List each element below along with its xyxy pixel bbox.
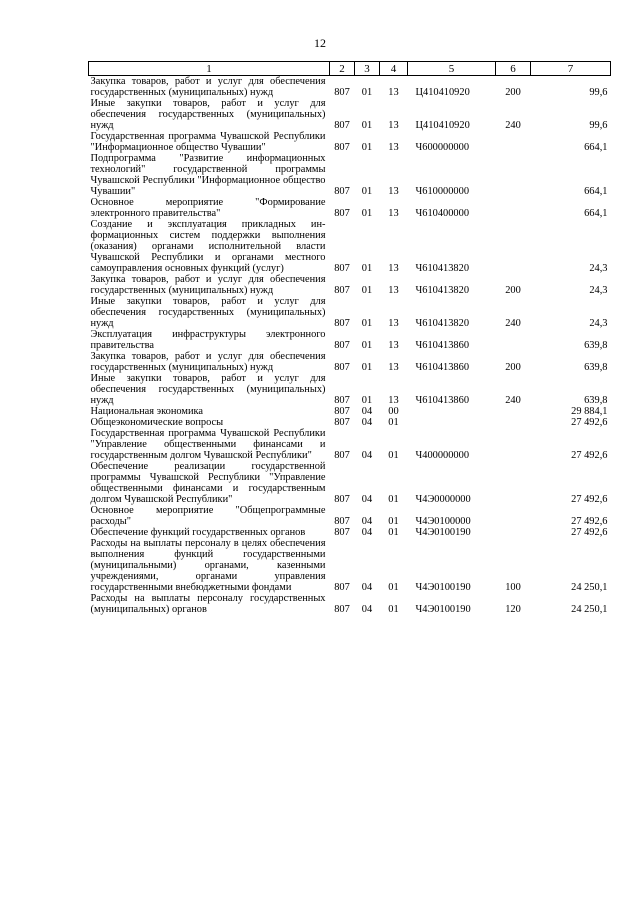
row-grbs: 807: [334, 340, 350, 351]
row-subsection: 13: [388, 318, 399, 329]
row-grbs: 807: [334, 516, 350, 527]
row-expense-type: 240: [505, 318, 521, 329]
column-header-target-article: 5: [408, 62, 496, 76]
row-amount: 639,8: [584, 395, 608, 406]
row-name: Основное мероприятие "Общепрограммные расходы": [90, 505, 326, 527]
row-target-article: Ч4Э0100190: [415, 582, 471, 593]
row-amount: 27 492,6: [571, 494, 608, 505]
row-expense-type: 200: [505, 362, 521, 373]
row-grbs: 807: [334, 582, 350, 593]
page-number: 12: [314, 36, 326, 50]
table-row: [89, 428, 611, 461]
row-grbs: 807: [334, 208, 350, 219]
row-name: Общеэкономические вопросы: [90, 417, 224, 428]
row-target-article: Ч610000000: [415, 186, 470, 197]
row-section: 04: [361, 450, 373, 461]
row-section: 01: [361, 142, 373, 153]
table-body: [89, 76, 611, 616]
column-header-subsection: 4: [380, 62, 408, 76]
row-grbs: 807: [334, 186, 350, 197]
table-row: [89, 461, 611, 505]
row-name: Закупка товаров, работ и услуг для обеспечения государственных (муниципальных) нужд: [90, 76, 326, 98]
row-expense-type: [496, 329, 531, 351]
table-row: [89, 527, 611, 538]
row-subsection: 01: [388, 417, 399, 428]
row-target-article: [408, 417, 496, 428]
row-expense-type: 240: [505, 120, 521, 131]
row-target-article: [408, 406, 496, 417]
row-subsection: 13: [388, 208, 399, 219]
row-name: Подпрограмма "Развитие информационных технологий" государственной программы Чувашской Республики "Информационное общество Чувашии": [90, 153, 326, 197]
table-row: [89, 131, 611, 153]
row-expense-type: [496, 527, 531, 538]
row-expense-type: [496, 219, 531, 274]
row-subsection: 13: [388, 142, 399, 153]
table-row: [89, 153, 611, 197]
row-grbs: 807: [334, 263, 350, 274]
row-expense-type: 120: [505, 604, 521, 615]
row-amount: 24 250,1: [571, 604, 608, 615]
table-row: [89, 538, 611, 593]
row-section: 01: [361, 87, 373, 98]
row-section: 04: [361, 516, 373, 527]
row-target-article: Ч610413820: [415, 263, 470, 274]
table-row: [89, 417, 611, 428]
row-target-article: Ч610413820: [415, 285, 470, 296]
row-expense-type: [496, 406, 531, 417]
row-section: 01: [361, 395, 373, 406]
row-grbs: 807: [334, 406, 350, 417]
row-target-article: Ч400000000: [415, 450, 470, 461]
row-subsection: 01: [388, 494, 399, 505]
row-subsection: 13: [388, 263, 399, 274]
row-section: 01: [361, 362, 373, 373]
row-amount: 639,8: [584, 340, 608, 351]
row-amount: 639,8: [584, 362, 608, 373]
row-amount: 27 492,6: [571, 417, 608, 428]
row-subsection: 01: [388, 527, 399, 538]
table-row: [89, 296, 611, 329]
row-subsection: 01: [388, 450, 399, 461]
row-name: Государственная программа Чувашской Республики "Управление общественными финансами и государственным долгом Чувашской Республики": [90, 428, 326, 461]
row-grbs: 807: [334, 87, 350, 98]
row-name: Иные закупки товаров, работ и услуг для обеспечения государственных (муниципальных) нужд: [90, 98, 326, 131]
row-expense-type: 200: [505, 285, 521, 296]
row-grbs: 807: [334, 604, 350, 615]
row-target-article: Ч610413860: [415, 395, 470, 406]
row-section: 01: [361, 186, 373, 197]
row-grbs: 807: [334, 318, 350, 329]
row-grbs: 807: [334, 417, 350, 428]
table-row: [89, 593, 611, 615]
row-expense-type: [496, 131, 531, 153]
row-expense-type: 100: [505, 582, 521, 593]
row-expense-type: 240: [505, 395, 521, 406]
row-subsection: 01: [388, 516, 399, 527]
budget-table: [88, 61, 611, 615]
row-grbs: 807: [334, 494, 350, 505]
row-amount: 664,1: [584, 186, 608, 197]
row-name: Государственная программа Чувашской Республики "Информационное общество Чувашии": [90, 131, 326, 153]
row-expense-type: [496, 197, 531, 219]
column-header-section: 3: [355, 62, 380, 76]
row-name: Иные закупки товаров, работ и услуг для обеспечения государственных (муниципальных) нужд: [90, 296, 326, 329]
row-section: 04: [361, 604, 373, 615]
row-subsection: 13: [388, 362, 399, 373]
row-name: Расходы на выплаты персоналу государственных (муниципальных) органов: [90, 593, 326, 615]
row-target-article: Ч4Э0100190: [415, 527, 471, 538]
row-target-article: Ц410410920: [415, 120, 470, 131]
row-name: Закупка товаров, работ и услуг для обеспечения государственных (муниципальных) нужд: [90, 274, 326, 296]
row-grbs: 807: [334, 362, 350, 373]
row-amount: 24 250,1: [571, 582, 608, 593]
column-header-amount: 7: [531, 62, 611, 76]
row-name: Расходы на выплаты персоналу в целях обеспечения выполнения функций государственными (муниципальными) органами, казенными учреждениями, органами управления государственными внебюджетными фондами: [90, 538, 326, 593]
row-target-article: Ч610400000: [415, 208, 470, 219]
row-section: 01: [361, 120, 373, 131]
table-row: [89, 505, 611, 527]
table-row: [89, 197, 611, 219]
row-subsection: 13: [388, 285, 399, 296]
row-amount: 24,3: [589, 285, 608, 296]
row-grbs: 807: [334, 527, 350, 538]
row-subsection: 01: [388, 582, 399, 593]
column-header-name: 1: [89, 62, 330, 76]
row-subsection: 13: [388, 87, 399, 98]
row-section: 04: [361, 527, 373, 538]
row-section: 01: [361, 340, 373, 351]
row-name: Национальная экономика: [90, 406, 204, 417]
row-amount: 24,3: [589, 318, 608, 329]
row-grbs: 807: [334, 450, 350, 461]
table-row: [89, 76, 611, 99]
row-target-article: Ц410410920: [415, 87, 470, 98]
row-target-article: Ч610413860: [415, 362, 470, 373]
column-header-grbs: 2: [330, 62, 355, 76]
row-subsection: 13: [388, 120, 399, 131]
row-grbs: 807: [334, 142, 350, 153]
row-target-article: Ч610413820: [415, 318, 470, 329]
table-row: [89, 406, 611, 417]
row-section: 01: [361, 285, 373, 296]
row-name: Обеспечение функций государственных органов: [90, 527, 306, 538]
row-section: 04: [361, 406, 373, 417]
row-name: Иные закупки товаров, работ и услуг для обеспечения государственных (муниципальных) нужд: [90, 373, 326, 406]
row-name: Создание и эксплуатация прикладных информационных систем поддержки выполнения (оказания) органами исполнительной власти Чувашской Республики и органами местного самоуправления основных функций (услуг): [90, 219, 326, 274]
row-subsection: 13: [388, 395, 399, 406]
row-target-article: Ч4Э0100190: [415, 604, 471, 615]
row-target-article: Ч610413860: [415, 340, 470, 351]
row-name: Закупка товаров, работ и услуг для обеспечения государственных (муниципальных) нужд: [90, 351, 326, 373]
row-amount: 99,6: [589, 120, 608, 131]
row-section: 01: [361, 318, 373, 329]
row-expense-type: [496, 461, 531, 505]
row-name: Основное мероприятие "Формирование электронного правительства": [90, 197, 326, 219]
table-row: [89, 98, 611, 131]
row-subsection: 00: [388, 406, 399, 417]
table-row: [89, 373, 611, 406]
row-name: Обеспечение реализации государственной программы Чувашской Республики "Управление общественными финансами и государственным долгом Чувашской Республики": [90, 461, 326, 505]
row-amount: 27 492,6: [571, 527, 608, 538]
row-expense-type: 200: [505, 87, 521, 98]
row-expense-type: [496, 153, 531, 197]
table-row: [89, 219, 611, 274]
row-expense-type: [496, 505, 531, 527]
row-expense-type: [496, 417, 531, 428]
row-grbs: 807: [334, 395, 350, 406]
row-subsection: 13: [388, 340, 399, 351]
row-expense-type: [496, 428, 531, 461]
row-amount: 27 492,6: [571, 450, 608, 461]
row-name: Эксплуатация инфраструктуры электронного правительства: [90, 329, 326, 351]
row-grbs: 807: [334, 285, 350, 296]
row-grbs: 807: [334, 120, 350, 131]
row-section: 04: [361, 582, 373, 593]
row-target-article: Ч4Э0100000: [415, 516, 471, 527]
row-section: 04: [361, 494, 373, 505]
table-row: [89, 351, 611, 373]
row-target-article: Ч4Э0000000: [415, 494, 471, 505]
row-amount: 27 492,6: [571, 516, 608, 527]
row-amount: 664,1: [584, 208, 608, 219]
row-section: 04: [361, 417, 373, 428]
row-subsection: 13: [388, 186, 399, 197]
row-section: 01: [361, 263, 373, 274]
table-row: [89, 274, 611, 296]
row-section: 01: [361, 208, 373, 219]
row-subsection: 01: [388, 604, 399, 615]
row-amount: 664,1: [584, 142, 608, 153]
table-row: [89, 329, 611, 351]
row-target-article: Ч600000000: [415, 142, 470, 153]
table-header-row: [89, 62, 611, 76]
row-amount: 24,3: [589, 263, 608, 274]
row-amount: 29 884,1: [571, 406, 608, 417]
column-header-expense-type: 6: [496, 62, 531, 76]
row-amount: 99,6: [589, 87, 608, 98]
